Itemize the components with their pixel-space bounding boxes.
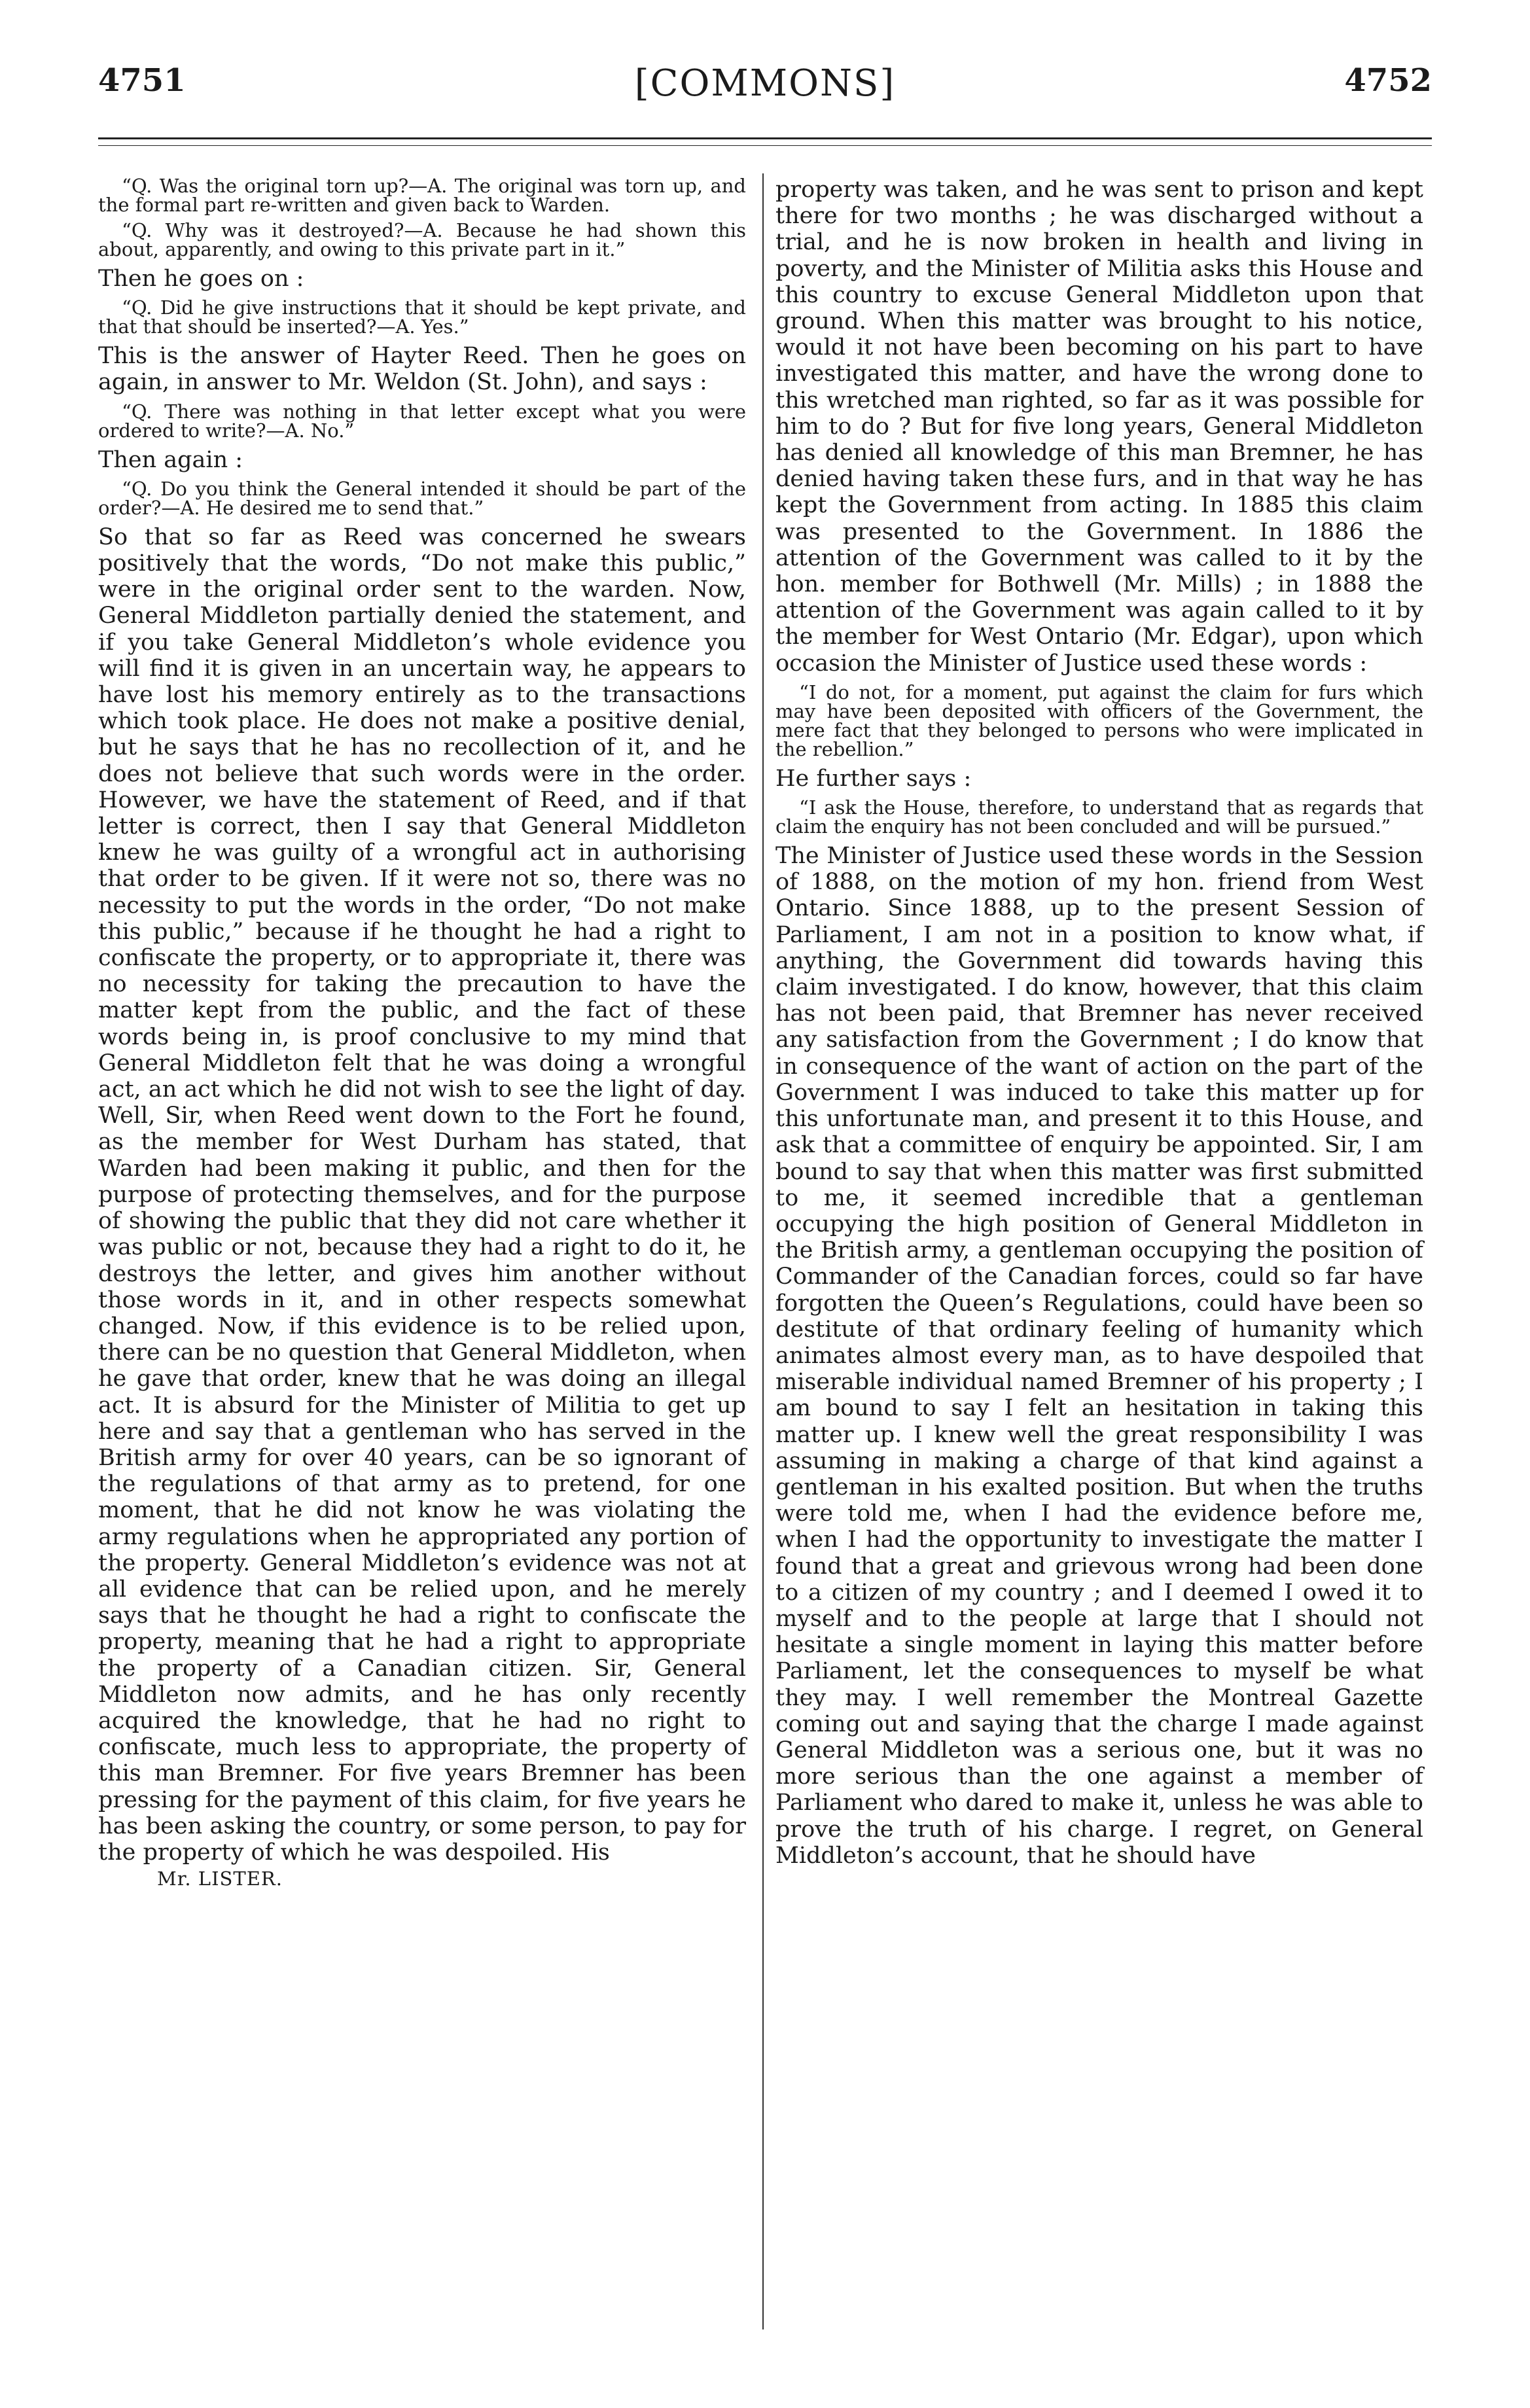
transition-line: He further says : [775, 765, 972, 792]
quote-minister-1: “I do not, for a moment, put against the claim for furs which may have been deposited with officers of the Government, the mere fact that they belonged to persons who were implicated in the rebellion.” [775, 681, 1423, 760]
quote-q4: “Q. There was nothing in that letter except what you were ordered to write?—A. No.” [98, 400, 746, 442]
column-divider [762, 173, 764, 2329]
quote-q1: “Q. Was the original torn up?—A. The original was torn up, and the formal part re-written and given back to Warden. [98, 175, 746, 216]
header-rule-thick [98, 137, 1432, 139]
paragraph: The Minister of Justice used these words in the Session of 1888, on the motion of my hon. friend from West Ontario. Since 1888, up to the present Session of Parliament, I am not in a position to know what, if anything, the Government did towards having this claim investigated. I do know, however, that this claim has not been paid, that Bremner has never received any satisfaction from the Government ; I do know that in consequence of the want of action on the part of the Government I was induced to take this matter up for this unfortunate man, and present it to this House, and ask that a committee of enquiry be appointed. Sir, I am bound to say that when this matter was first submitted to me, it seemed incredible that a gentleman occupying the high position of General Middleton in the British army, a gentleman occupying the position of Commander of the Canadian forces, could so far have forgotten the Queen’s Regulations, could have been so destitute of that ordinary feeling of humanity which animates almost every man, as to have despoiled that miserable individual named Bremner of his property ; I am bound to say I felt an hesitation in taking this matter up. I knew well the great responsibility I was assuming in making a charge of that kind against a gentleman in his exalted position. But when the truths were told me, when I had the evidence before me, when I had the opportunity to investigate the matter I found that a great and grievous wrong had been done to a citizen of my country ; and I deemed I owed it to myself and to the people at large that I should not hesitate a single moment in laying this matter before Parliament, let the consequences to myself be what they may. I well remember the Montreal Gazette coming out and saying that the charge I made against General Middleton was a serious one, but it was no more serious than the one against a member of Parliament who dared to make it, unless he was able to prove the truth of his charge. I regret, on General Middleton’s account, that he should have [775, 843, 1423, 1869]
quote-minister-2: “I ask the House, therefore, to understand that as regards that claim the enquiry has not been concluded and will be pursued.” [775, 796, 1423, 838]
speaker-signature: Mr. LISTER. [157, 1868, 283, 1890]
page-number-right: 4752 [1344, 62, 1432, 99]
journal-title: [COMMONS] [634, 62, 896, 105]
transition-line: Then he goes on : [98, 266, 304, 292]
paragraph: property was taken, and he was sent to prison and kept there for two months ; he was discharged without a trial, and he is now broken in health and living in poverty, and the Minister of Militia asks this House and this country to excuse General Middleton upon that ground. When this matter was brought to his notice, would it not have been becoming on his part to have investigated this matter, and have the wrong done to this wretched man righted, so far as it was possible for him to do ? But for five long years, General Middleton has denied all knowledge of this man Bremner, he has denied having taken these furs, and in that way he has kept the Government from acting. In 1885 this claim was presented to the Government. In 1886 the attention of the Government was called to it by the hon. member for Bothwell (Mr. Mills) ; in 1888 the attention of the Government was again called to it by the member for West Ontario (Mr. Edgar), upon which occasion the Minister of Justice used these words : [775, 177, 1423, 677]
quote-q2: “Q. Why was it destroyed?—A. Because he had shown this about, apparently, and owing to this private part in it.” [98, 219, 746, 260]
quote-q5: “Q. Do you think the General intended it should be part of the order?—A. He desired me to send that.” [98, 477, 746, 519]
right-column [775, 177, 1423, 1869]
quote-q3: “Q. Did he give instructions that it should be kept private, and that that should be inserted?—A. Yes.” [98, 296, 746, 338]
page-header [98, 62, 1432, 115]
left-column [98, 177, 746, 1892]
paragraph: This is the answer of Hayter Reed. Then he goes on again, in answer to Mr. Weldon (St. John), and says : [98, 343, 746, 396]
header-rule-thin [98, 145, 1432, 146]
page-number-left: 4751 [98, 62, 186, 99]
paragraph: So that so far as Reed was concerned he swears positively that the words, “Do not make this public,” were in the original order sent to the warden. Now, General Middleton partially denied the statement, and if you take General Middleton’s whole evidence you will find it is given in an uncertain way, he appears to have lost his memory entirely as to the transactions which took place. He does not make a positive denial, but he says that he has no recollection of it, and he does not believe that such words were in the order. However, we have the statement of Reed, and if that letter is correct, then I say that General Middleton knew he was guilty of a wrongful act in authorising that order to be given. If it were not so, there was no necessity to put the words in the order, “Do not make this public,” because if he thought he had a right to confiscate the property, or to appropriate it, there was no necessity for taking the precaution to have the matter kept from the public, and the fact of these words being in, is proof conclusive to my mind that General Middleton felt that he was doing a wrongful act, an act which he did not wish to see the light of day. Well, Sir, when Reed went down to the Fort he found, as the member for West Durham has stated, that Warden had been making it public, and then for the purpose of protecting themselves, and for the purpose of showing the public that they did not care whether it was public or not, because they had a right to do it, he destroys the letter, and gives him another without those words in it, and in other respects somewhat changed. Now, if this evidence is to be relied upon, there can be no question that General Middleton, when he gave that order, knew that he was doing an illegal act. It is absurd for the Minister of Militia to get up here and say that a gentleman who has served in the British army for over 40 years, can be so ignorant of the regulations of that army as to pretend, for one moment, that he did not know he was violating the army regulations when he appropriated any portion of the property. General Middleton’s evidence was not at all evidence that can be relied upon, and he merely says that he thought he had a right to confiscate the property, meaning that he had a right to appropriate the property of a Canadian citizen. Sir, General Middleton now admits, and he has only recently acquired the knowledge, that he had no right to confiscate, much less to appropriate, the property of this man Bremner. For five years Bremner has been pressing for the payment of this claim, for five years he has been asking the country, or some person, to pay for the property of which he was despoiled. His [98, 523, 746, 1866]
transition-line: Then again : [98, 446, 243, 473]
